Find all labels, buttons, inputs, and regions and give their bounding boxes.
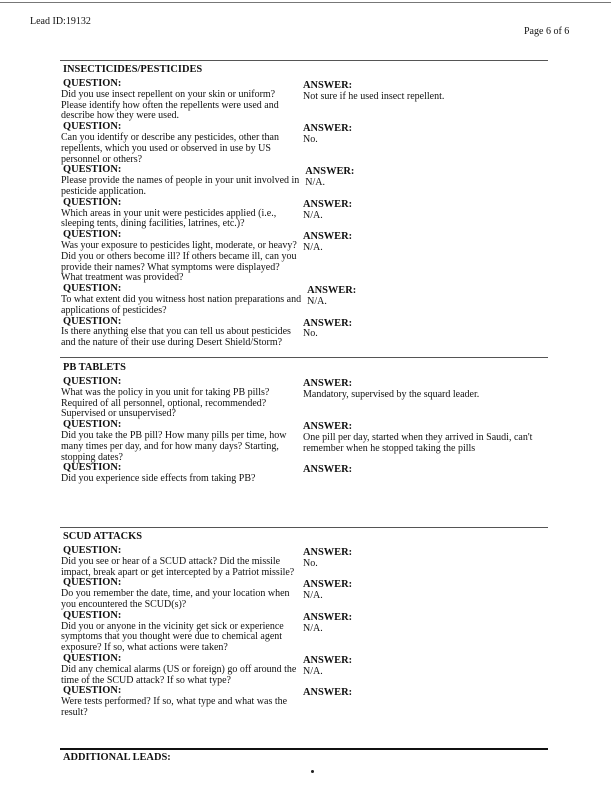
- answer-text: N/A.: [303, 209, 323, 221]
- question-label: QUESTION:: [63, 577, 122, 589]
- section-heading: PB TABLETS: [63, 362, 126, 373]
- section-heading: SCUD ATTACKS: [63, 531, 143, 542]
- question-answer-pair: [55, 686, 607, 718]
- answer-text: No.: [303, 328, 318, 340]
- answer: [303, 79, 444, 122]
- answer: [303, 122, 352, 165]
- question-text: applications of pesticides?: [61, 304, 167, 316]
- answer-label: ANSWER:: [303, 317, 353, 329]
- answer: [303, 230, 352, 284]
- question-text: What treatment was provided?: [61, 272, 184, 284]
- question: [61, 654, 297, 686]
- answer-text: N/A.: [303, 622, 323, 634]
- question-text: Did you experience side effects from taking PB?: [61, 473, 256, 485]
- answer-label: ANSWER:: [305, 166, 355, 178]
- answer-text: N/A.: [303, 665, 323, 677]
- scan-speck: [311, 770, 314, 773]
- answer-text: remember when he stopped taking the pills: [303, 442, 476, 454]
- question: [61, 611, 297, 654]
- question-text: sleeping tents, dining facilities, latrines, etc.)?: [61, 218, 245, 230]
- question-text: Which areas in your unit were pesticides applied (i.e.,: [61, 207, 277, 219]
- question-text: stopping dates?: [61, 451, 123, 463]
- answer-label: ANSWER:: [303, 611, 353, 623]
- question-text: To what extent did you witness host nation preparations and: [61, 293, 302, 305]
- answer-label: ANSWER:: [303, 464, 353, 476]
- question-label: QUESTION:: [63, 164, 122, 176]
- answer: [303, 611, 352, 654]
- question-label: QUESTION:: [63, 229, 122, 241]
- question-text: Supervised or unsupervised?: [61, 408, 176, 420]
- question: [61, 377, 297, 420]
- question: [61, 79, 297, 122]
- question: [61, 230, 297, 284]
- question-text: Did you or anyone in the vicinity get sick or experience: [61, 620, 284, 632]
- answer-label: ANSWER:: [303, 80, 353, 91]
- answer: [303, 377, 479, 420]
- question-text: Can you identify or describe any pesticides, other than: [61, 131, 279, 143]
- question: [61, 463, 297, 485]
- question-text: you encountered the SCUD(s)?: [61, 598, 187, 610]
- question-text: impact, break apart or get intercepted by a Patriot missile?: [61, 566, 295, 578]
- question-answer-pair: [55, 654, 607, 686]
- question-text: symptoms that you thought were due to chemical agent: [61, 631, 283, 643]
- section-additional-leads: [55, 751, 607, 767]
- question-label: QUESTION:: [63, 419, 122, 431]
- answer: [307, 284, 356, 316]
- question: [61, 122, 297, 165]
- answer: [303, 686, 352, 718]
- question-text: Was your exposure to pesticides light, moderate, or heavy?: [61, 239, 297, 251]
- answer-text: Not sure if he used insect repellent.: [303, 90, 445, 102]
- question-text: Do you remember the date, time, and your location when: [61, 588, 290, 600]
- question-text: exposure? If so, what actions were taken?: [61, 642, 228, 654]
- question-answer-pair: [55, 578, 607, 610]
- question-answer-pair: [55, 546, 607, 578]
- question-answer-pair: [55, 317, 607, 349]
- answer-label: ANSWER:: [303, 547, 353, 558]
- question-label: QUESTION:: [63, 121, 122, 133]
- question: [61, 165, 299, 197]
- question-text: Please provide the names of people in your unit involved in: [61, 175, 300, 187]
- question: [61, 578, 297, 610]
- answer: [303, 463, 352, 485]
- answer: [303, 546, 352, 578]
- question: [61, 686, 297, 718]
- question-text: provide their names? What symptoms were displayed?: [61, 261, 280, 273]
- question-answer-pair: [55, 284, 607, 316]
- question-text: time of the SCUD attack? If so what type?: [61, 674, 231, 686]
- answer-text: N/A.: [305, 177, 326, 189]
- scan-top-edge: [0, 2, 611, 3]
- question-label: QUESTION:: [63, 196, 122, 208]
- answer: [303, 654, 352, 686]
- question-answer-pair: [55, 79, 607, 122]
- answer-label: ANSWER:: [303, 579, 353, 591]
- question-text: Did you see or hear of a SCUD attack? Did the missile: [61, 555, 281, 567]
- answer: [303, 420, 532, 463]
- answer-text: No.: [303, 557, 318, 569]
- question-label: QUESTION:: [63, 376, 122, 387]
- question-text: pesticide application.: [61, 185, 146, 197]
- section-heading: INSECTICIDES/PESTICIDES: [63, 64, 203, 75]
- answer-text: No.: [303, 133, 318, 145]
- answer: [305, 165, 354, 197]
- answer-label: ANSWER:: [307, 285, 357, 297]
- divider: [60, 527, 548, 528]
- section-heading: ADDITIONAL LEADS:: [63, 752, 171, 763]
- answer-text: Mandatory, supervised by the squard leader.: [303, 388, 480, 400]
- answer-text: N/A.: [303, 241, 323, 253]
- question-answer-pair: [55, 122, 607, 165]
- answer-text: One pill per day, started when they arrived in Saudi, can't: [303, 431, 533, 443]
- answer-label: ANSWER:: [303, 421, 353, 433]
- question: [61, 546, 297, 578]
- answer: [303, 198, 352, 230]
- question-answer-pair: [55, 463, 607, 485]
- question-text: personnel or others?: [61, 153, 143, 165]
- answer: [303, 578, 352, 610]
- answer-label: ANSWER:: [303, 378, 353, 389]
- question-answer-pair: [55, 165, 607, 197]
- answer-text: N/A.: [303, 590, 323, 602]
- question-label: QUESTION:: [63, 609, 122, 621]
- answer-label: ANSWER:: [303, 123, 353, 135]
- answer-label: ANSWER:: [303, 231, 353, 243]
- question-answer-pair: [55, 377, 607, 420]
- answer-label: ANSWER:: [303, 654, 353, 666]
- question: [61, 198, 297, 230]
- question-text: Did you take the PB pill? How many pills per time, how: [61, 429, 287, 441]
- page-number: Page 6 of 6: [524, 26, 570, 37]
- question-text: Did you or others become ill? If others became ill, can you: [61, 250, 297, 262]
- question-label: QUESTION:: [63, 78, 122, 89]
- section-scud-attacks: [55, 530, 607, 719]
- question-label: QUESTION:: [63, 462, 122, 474]
- question-text: Were tests performed? If so, what type and what was the: [61, 696, 288, 708]
- section-pb-tablets: [55, 361, 607, 485]
- question-text: Did any chemical alarms (US or foreign) go off around the: [61, 663, 297, 675]
- question-text: Did you use insect repellent on your skin or uniform?: [61, 88, 276, 100]
- question-label: QUESTION:: [63, 545, 122, 556]
- question: [61, 420, 297, 463]
- question-text: describe how they were used.: [61, 110, 180, 122]
- question-label: QUESTION:: [63, 685, 122, 697]
- question-text: What was the policy in you unit for taking PB pills?: [61, 386, 270, 398]
- question-text: Required of all personnel, optional, recommended?: [61, 397, 267, 409]
- question-answer-pair: [55, 420, 607, 463]
- divider: [60, 357, 548, 358]
- question-label: QUESTION:: [63, 315, 122, 327]
- answer-label: ANSWER:: [303, 687, 353, 699]
- question-text: Is there anything else that you can tell us about pesticides: [61, 326, 291, 338]
- question-text: and the nature of their use during Desert Shield/Storm?: [61, 337, 283, 349]
- question-label: QUESTION:: [63, 652, 122, 664]
- question-label: QUESTION:: [63, 283, 122, 295]
- divider: [60, 748, 548, 750]
- answer: [303, 317, 352, 349]
- question-text: Please identify how often the repellents were used and: [61, 99, 279, 111]
- section-insecticides: [55, 63, 607, 349]
- question-text: result?: [61, 706, 88, 718]
- question: [61, 284, 301, 316]
- question-answer-pair: [55, 198, 607, 230]
- question-text: repellents, which you used or observed in use by US: [61, 142, 271, 154]
- answer-label: ANSWER:: [303, 198, 353, 210]
- question-answer-pair: [55, 611, 607, 654]
- divider: [60, 60, 548, 61]
- answer-text: N/A.: [307, 295, 327, 307]
- question-answer-pair: [55, 230, 607, 284]
- question-text: many times per day, and for how many days? Starting,: [61, 440, 279, 452]
- lead-id: Lead ID:19132: [30, 16, 91, 27]
- question: [61, 317, 297, 349]
